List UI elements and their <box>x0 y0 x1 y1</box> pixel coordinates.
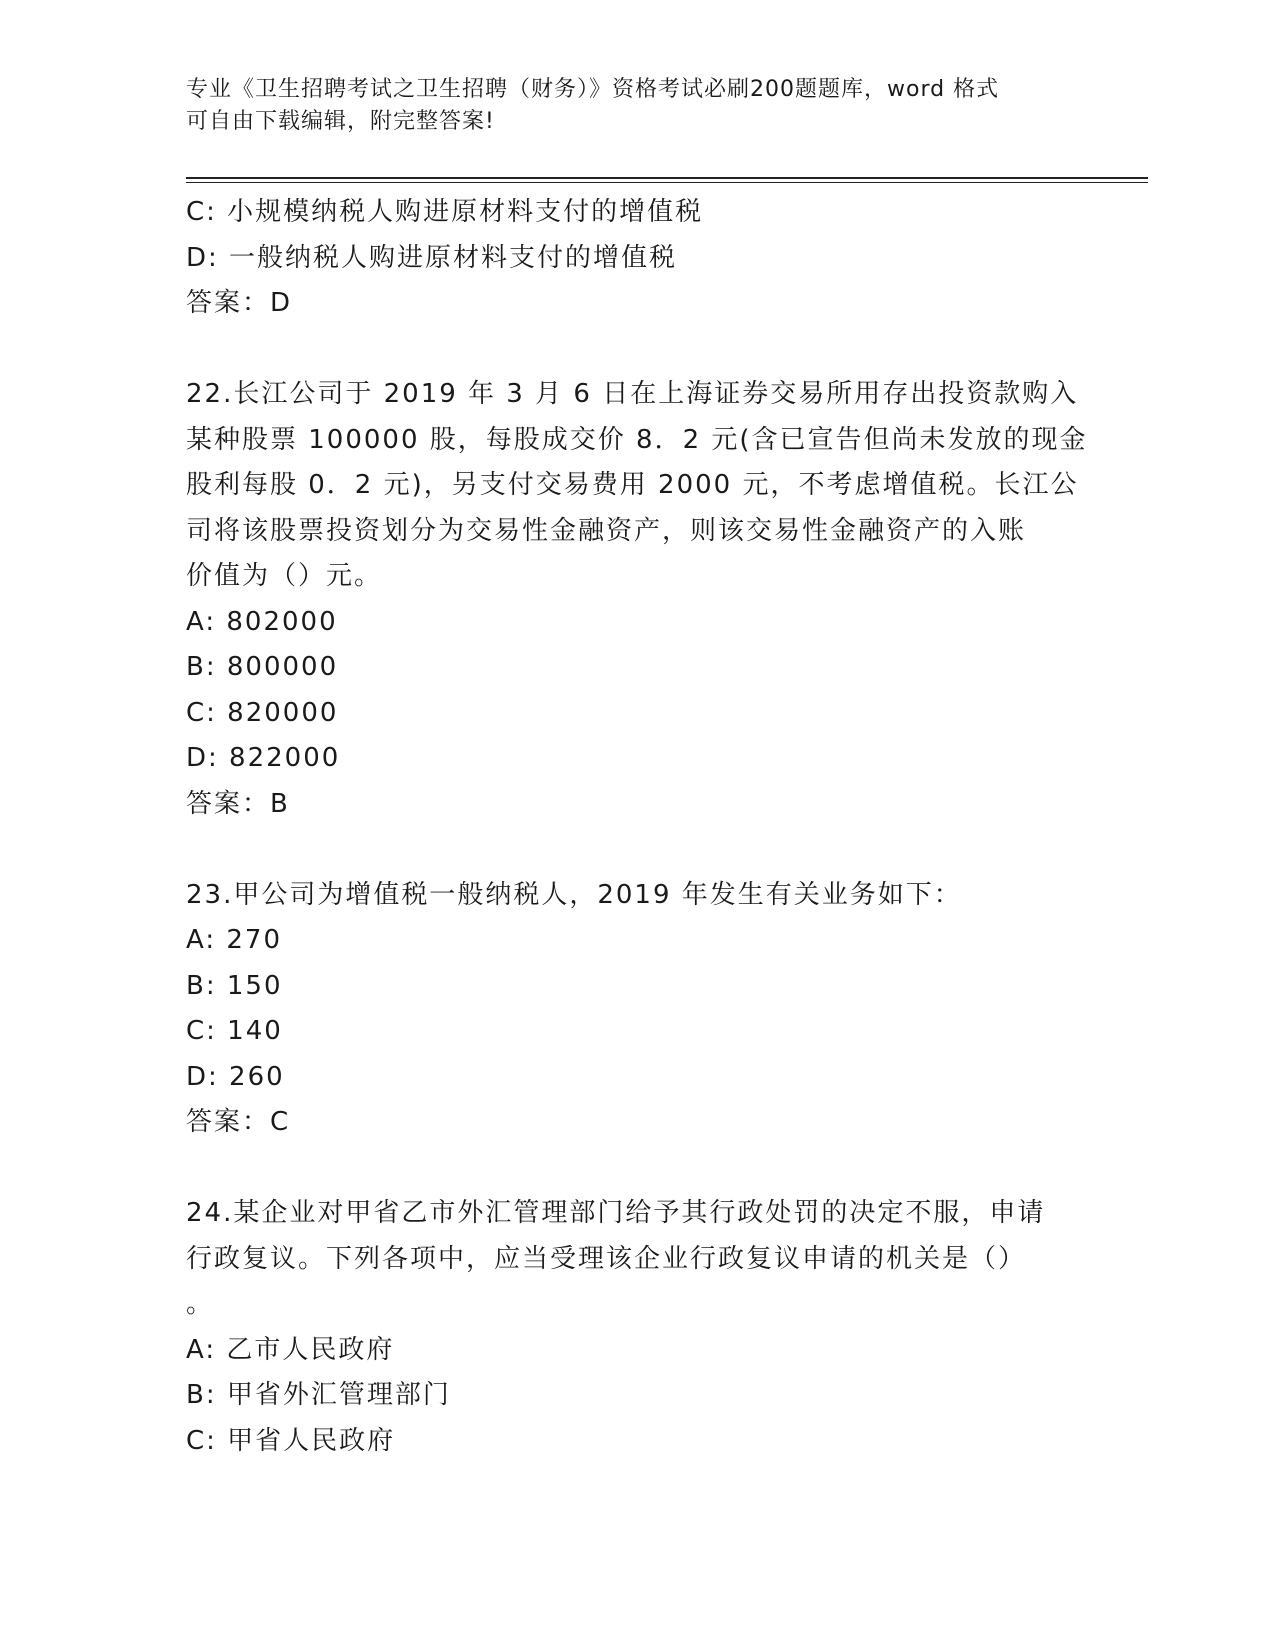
spacer <box>186 827 1086 873</box>
header-divider-thin <box>186 182 1148 183</box>
question-22-line-4: 司将该股票投资划分为交易性金融资产，则该交易性金融资产的入账 <box>186 515 1027 546</box>
answer: 答案：D <box>186 288 293 318</box>
option-c: C: 小规模纳税人购进原材料支付的增值税 <box>186 197 704 227</box>
question-24-line-2: 行政复议。下列各项中，应当受理该企业行政复议申请的机关是（） <box>186 1243 1027 1274</box>
question-24-option-b: B: 甲省外汇管理部门 <box>186 1380 451 1410</box>
header-divider <box>186 177 1148 179</box>
question-content <box>186 190 1086 1464</box>
question-22-answer: 答案：B <box>186 788 290 819</box>
header-line-1: 专业《卫生招聘考试之卫生招聘（财务）》资格考试必刷200题题库，word 格式 <box>186 77 1000 102</box>
question-23-answer: 答案：C <box>186 1107 291 1137</box>
question-23-line-1: 23.甲公司为增值税一般纳税人，2019 年发生有关业务如下： <box>186 879 962 910</box>
question-22-line-2: 某种股票 100000 股，每股成交价 8．2 元(含已宣告但尚未发放的现金 <box>186 424 1088 455</box>
option-d: D: 一般纳税人购进原材料支付的增值税 <box>186 242 678 273</box>
question-23-option-b: B: 150 <box>186 970 283 1001</box>
question-23-option-c: C: 140 <box>186 1016 283 1046</box>
question-22-option-c: C: 820000 <box>186 697 339 728</box>
question-23-option-a: A: 270 <box>186 925 282 955</box>
question-22-option-a: A: 802000 <box>186 606 338 637</box>
question-22-line-3: 股利每股 0．2 元)，另支付交易费用 2000 元，不考虑增值税。长江公 <box>186 470 1079 500</box>
question-22-option-b: B: 800000 <box>186 652 339 682</box>
question-22-option-d: D: 822000 <box>186 743 341 773</box>
document-header <box>186 74 1066 138</box>
question-23-option-d: D: 260 <box>186 1061 285 1092</box>
question-24-option-c: C: 甲省人民政府 <box>186 1425 396 1456</box>
question-22-line-5: 价值为（）元。 <box>186 561 383 591</box>
question-24-line-3: 。 <box>186 1289 215 1319</box>
question-22-line-1: 22.长江公司于 2019 年 3 月 6 日在上海证券交易所用存出投资款购入 <box>186 379 1079 409</box>
spacer <box>186 1146 1086 1192</box>
header-line-2: 可自由下载编辑，附完整答案! <box>186 109 495 134</box>
question-24-option-a: A: 乙市人民政府 <box>186 1334 395 1365</box>
spacer <box>186 327 1086 373</box>
question-24-line-1: 24.某企业对甲省乙市外汇管理部门给予其行政处罚的决定不服，申请 <box>186 1198 1046 1228</box>
